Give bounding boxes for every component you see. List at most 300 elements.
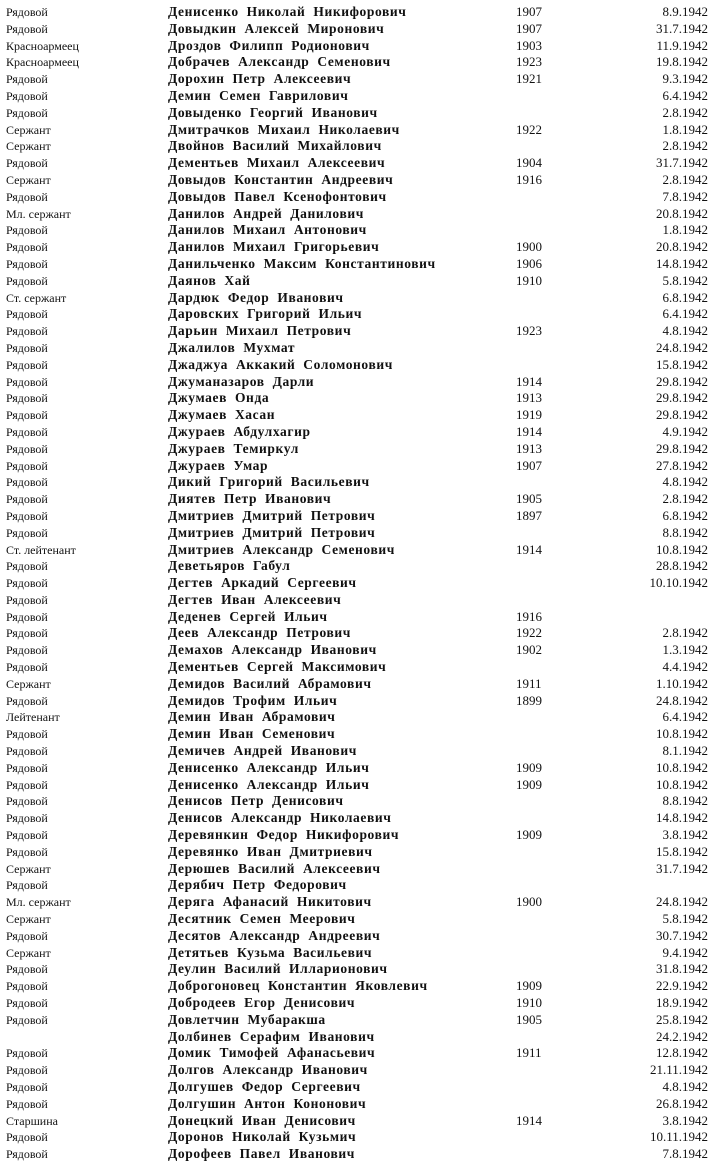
date-cell: 29.8.1942	[656, 407, 708, 423]
date-cell: 6.8.1942	[662, 289, 708, 305]
rank-cell: Рядовой	[6, 223, 48, 238]
rank-cell: Сержант	[6, 676, 51, 691]
name-cell: Джаджуа Аккакий Соломонович	[168, 356, 393, 372]
name-cell: Джалилов Мухмат	[168, 339, 296, 355]
date-cell: 4.8.1942	[662, 474, 708, 490]
table-row	[6, 38, 710, 55]
name-cell: Дерюшев Василий Алексеевич	[168, 860, 381, 876]
name-cell: Дмитриев Дмитрий Петрович	[168, 507, 376, 523]
birth-year-cell: 1909	[516, 759, 542, 775]
birth-year-cell: 1900	[516, 894, 542, 910]
name-cell: Домик Тимофей Афанасьевич	[168, 1045, 376, 1061]
date-cell: 26.8.1942	[656, 1095, 708, 1111]
table-row	[6, 793, 710, 810]
date-cell: 1.10.1942	[656, 675, 708, 691]
table-row	[6, 71, 710, 88]
date-cell: 2.8.1942	[662, 138, 708, 154]
table-row	[6, 172, 710, 189]
name-cell: Дорофеев Павел Иванович	[168, 1146, 355, 1162]
rank-cell: Рядовой	[6, 1080, 48, 1094]
rank-cell: Рядовой	[6, 424, 48, 439]
table-row	[6, 474, 710, 491]
name-cell: Джураев Абдулхагир	[168, 423, 311, 439]
table-row	[6, 760, 710, 777]
name-cell: Долгов Александр Иванович	[168, 1062, 368, 1078]
name-cell: Десятник Семен Меерович	[168, 911, 356, 927]
rank-cell: Рядовой	[6, 777, 48, 792]
rank-cell: Рядовой	[6, 240, 48, 255]
table-row	[6, 1045, 710, 1062]
table-row	[6, 1096, 710, 1113]
date-cell: 4.8.1942	[662, 323, 708, 339]
date-cell: 25.8.1942	[656, 1011, 708, 1027]
date-cell: 6.4.1942	[662, 306, 708, 322]
date-cell: 31.8.1942	[656, 961, 708, 977]
rank-cell: Рядовой	[6, 962, 48, 977]
date-cell: 6.4.1942	[662, 709, 708, 725]
rank-cell: Ст. сержант	[6, 290, 67, 305]
date-cell: 29.8.1942	[656, 440, 708, 456]
rank-cell: Мл. сержант	[6, 895, 71, 910]
name-cell: Денисенко Александр Ильич	[168, 776, 370, 792]
date-cell: 3.8.1942	[662, 1112, 708, 1128]
table-row	[6, 1129, 710, 1146]
rank-cell: Рядовой	[6, 156, 48, 171]
rank-cell: Рядовой	[6, 727, 48, 742]
rank-cell: Сержант	[6, 122, 51, 137]
date-cell: 2.8.1942	[662, 625, 708, 641]
rank-cell: Рядовой	[6, 760, 48, 775]
table-row	[6, 525, 710, 542]
rank-cell: Красноармеец	[6, 55, 79, 70]
date-cell: 10.8.1942	[656, 726, 708, 742]
birth-year-cell: 1916	[516, 608, 542, 624]
table-row	[6, 709, 710, 726]
birth-year-cell: 1923	[516, 54, 542, 70]
rank-cell: Рядовой	[6, 794, 48, 809]
table-row	[6, 357, 710, 374]
rank-cell: Рядовой	[6, 1063, 48, 1078]
rank-cell: Рядовой	[6, 592, 48, 607]
rank-cell: Рядовой	[6, 559, 48, 574]
rank-cell: Рядовой	[6, 660, 48, 675]
date-cell: 15.8.1942	[656, 356, 708, 372]
table-row	[6, 508, 710, 525]
date-cell: 20.8.1942	[656, 205, 708, 221]
table-row	[6, 374, 710, 391]
name-cell: Довыденко Георгий Иванович	[168, 104, 378, 120]
name-cell: Долгушин Антон Кононович	[168, 1095, 367, 1111]
name-cell: Детятьев Кузьма Васильевич	[168, 944, 373, 960]
birth-year-cell: 1914	[516, 541, 542, 557]
table-row	[6, 458, 710, 475]
date-cell: 6.4.1942	[662, 87, 708, 103]
name-cell: Дмитрачков Михаил Николаевич	[168, 121, 400, 137]
name-cell: Демичев Андрей Иванович	[168, 743, 357, 759]
birth-year-cell: 1914	[516, 373, 542, 389]
birth-year-cell: 1899	[516, 692, 542, 708]
name-cell: Дегтев Аркадий Сергеевич	[168, 575, 357, 591]
rank-cell: Рядовой	[6, 475, 48, 490]
name-cell: Донецкий Иван Денисович	[168, 1112, 356, 1128]
rank-cell: Рядовой	[6, 525, 48, 540]
date-cell: 10.8.1942	[656, 759, 708, 775]
rank-cell: Рядовой	[6, 324, 48, 339]
table-row	[6, 206, 710, 223]
date-cell: 31.7.1942	[656, 20, 708, 36]
table-row	[6, 390, 710, 407]
name-cell: Долбинев Серафим Иванович	[168, 1028, 375, 1044]
table-row	[6, 995, 710, 1012]
table-row	[6, 273, 710, 290]
table-row	[6, 625, 710, 642]
table-row	[6, 1029, 710, 1046]
name-cell: Джумаев Онда	[168, 390, 270, 406]
birth-year-cell: 1921	[516, 71, 542, 87]
rank-cell: Красноармеец	[6, 38, 79, 53]
name-cell: Демидов Трофим Ильич	[168, 692, 338, 708]
date-cell: 18.9.1942	[656, 995, 708, 1011]
rank-cell: Рядовой	[6, 273, 48, 288]
date-cell: 2.8.1942	[662, 491, 708, 507]
name-cell: Денисенко Александр Ильич	[168, 759, 370, 775]
rank-cell: Рядовой	[6, 340, 48, 355]
date-cell: 4.9.1942	[662, 423, 708, 439]
name-cell: Доброгоновец Константин Яковлевич	[168, 978, 428, 994]
date-cell: 10.8.1942	[656, 541, 708, 557]
rank-cell: Рядовой	[6, 1147, 48, 1162]
date-cell: 10.8.1942	[656, 776, 708, 792]
birth-year-cell: 1897	[516, 507, 542, 523]
table-row	[6, 340, 710, 357]
table-row	[6, 810, 710, 827]
rank-cell: Рядовой	[6, 693, 48, 708]
table-row	[6, 441, 710, 458]
name-cell: Долгушев Федор Сергеевич	[168, 1079, 361, 1094]
name-cell: Данилов Михаил Антонович	[168, 222, 367, 238]
name-cell: Деряга Афанасий Никитович	[168, 894, 372, 910]
date-cell: 27.8.1942	[656, 457, 708, 473]
table-row	[6, 575, 710, 592]
table-row	[6, 861, 710, 878]
rank-cell: Рядовой	[6, 105, 48, 120]
table-row	[6, 978, 710, 995]
date-cell: 30.7.1942	[656, 927, 708, 943]
name-cell: Денисов Петр Денисович	[168, 793, 344, 809]
date-cell: 4.8.1942	[662, 1079, 708, 1094]
rank-cell: Рядовой	[6, 492, 48, 507]
name-cell: Демахов Александр Иванович	[168, 642, 377, 658]
birth-year-cell: 1914	[516, 423, 542, 439]
table-row	[6, 138, 710, 155]
rank-cell: Рядовой	[6, 626, 48, 641]
rank-cell: Рядовой	[6, 1046, 48, 1061]
rank-cell: Рядовой	[6, 408, 48, 423]
birth-year-cell: 1910	[516, 995, 542, 1011]
date-cell: 15.8.1942	[656, 843, 708, 859]
date-cell: 24.8.1942	[656, 339, 708, 355]
name-cell: Дерябич Петр Федорович	[168, 877, 347, 893]
table-row	[6, 877, 710, 894]
rank-cell: Рядовой	[6, 441, 48, 456]
date-cell: 5.8.1942	[662, 911, 708, 927]
date-cell: 19.8.1942	[656, 54, 708, 70]
birth-year-cell: 1905	[516, 491, 542, 507]
date-cell: 5.8.1942	[662, 272, 708, 288]
birth-year-cell: 1914	[516, 1112, 542, 1128]
name-cell: Демидов Василий Абрамович	[168, 675, 372, 691]
date-cell: 24.2.1942	[656, 1028, 708, 1044]
table-row	[6, 911, 710, 928]
rank-cell: Рядовой	[6, 643, 48, 658]
rank-cell: Рядовой	[6, 996, 48, 1011]
date-cell: 9.4.1942	[662, 944, 708, 960]
rank-cell: Рядовой	[6, 5, 48, 19]
rank-cell: Рядовой	[6, 256, 48, 271]
birth-year-cell: 1909	[516, 827, 542, 843]
birth-year-cell: 1911	[516, 1045, 542, 1061]
date-cell: 28.8.1942	[656, 558, 708, 574]
name-cell: Дмитриев Дмитрий Петрович	[168, 524, 376, 540]
table-row	[6, 88, 710, 105]
birth-year-cell: 1907	[516, 20, 542, 36]
date-cell: 2.8.1942	[662, 171, 708, 187]
date-cell: 8.1.1942	[662, 743, 708, 759]
date-cell: 14.8.1942	[656, 255, 708, 271]
date-cell: 14.8.1942	[656, 810, 708, 826]
table-row	[6, 558, 710, 575]
date-cell: 12.8.1942	[656, 1045, 708, 1061]
date-cell: 2.8.1942	[662, 104, 708, 120]
name-cell: Дегтев Иван Алексеевич	[168, 591, 342, 607]
name-cell: Джураев Темиркул	[168, 440, 299, 456]
table-row	[6, 894, 710, 911]
date-cell: 1.8.1942	[662, 121, 708, 137]
birth-year-cell: 1919	[516, 407, 542, 423]
name-cell: Джуманазаров Дарли	[168, 373, 315, 389]
name-cell: Деветьяров Габул	[168, 558, 291, 574]
birth-year-cell: 1909	[516, 776, 542, 792]
table-row	[6, 424, 710, 441]
table-row	[6, 222, 710, 239]
rank-cell: Рядовой	[6, 979, 48, 994]
name-cell: Деревянко Иван Дмитриевич	[168, 843, 373, 859]
table-row	[6, 290, 710, 307]
table-row	[6, 609, 710, 626]
name-cell: Демин Семен Гаврилович	[168, 87, 349, 103]
table-row	[6, 542, 710, 559]
birth-year-cell: 1909	[516, 978, 542, 994]
birth-year-cell: 1907	[516, 4, 542, 19]
table-row	[6, 1012, 710, 1029]
rank-cell: Мл. сержант	[6, 206, 71, 221]
date-cell: 10.10.1942	[649, 575, 708, 591]
birth-year-cell: 1916	[516, 171, 542, 187]
birth-year-cell: 1922	[516, 625, 542, 641]
rank-cell: Рядовой	[6, 1012, 48, 1027]
birth-year-cell: 1907	[516, 457, 542, 473]
birth-year-cell: 1900	[516, 239, 542, 255]
table-row	[6, 827, 710, 844]
rank-cell: Рядовой	[6, 576, 48, 591]
name-cell: Деулин Василий Илларионович	[168, 961, 388, 977]
rank-cell: Сержант	[6, 912, 51, 927]
name-cell: Демин Иван Семенович	[168, 726, 336, 742]
table-row	[6, 945, 710, 962]
birth-year-cell: 1904	[516, 155, 542, 171]
name-cell: Деденев Сергей Ильич	[168, 608, 328, 624]
birth-year-cell: 1922	[516, 121, 542, 137]
rank-cell: Рядовой	[6, 844, 48, 859]
table-row	[6, 491, 710, 508]
casualty-roster	[6, 4, 710, 1163]
birth-year-cell: 1905	[516, 1011, 542, 1027]
name-cell: Дементьев Сергей Максимович	[168, 659, 387, 675]
name-cell: Деев Александр Петрович	[168, 625, 351, 641]
rank-cell: Старшина	[6, 1113, 58, 1128]
name-cell: Довлетчин Мубаракша	[168, 1011, 326, 1027]
table-row	[6, 693, 710, 710]
table-row	[6, 777, 710, 794]
name-cell: Демин Иван Абрамович	[168, 709, 336, 725]
rank-cell: Сержант	[6, 139, 51, 154]
rank-cell: Рядовой	[6, 811, 48, 826]
name-cell: Добрачев Александр Семенович	[168, 54, 391, 70]
name-cell: Дарьин Михаил Петрович	[168, 323, 352, 339]
rank-cell: Сержант	[6, 861, 51, 876]
birth-year-cell: 1913	[516, 440, 542, 456]
table-row	[6, 239, 710, 256]
date-cell: 29.8.1942	[656, 390, 708, 406]
rank-cell: Ст. лейтенант	[6, 542, 76, 557]
rank-cell: Сержант	[6, 172, 51, 187]
date-cell: 24.8.1942	[656, 692, 708, 708]
date-cell: 8.8.1942	[662, 793, 708, 809]
date-cell: 31.7.1942	[656, 155, 708, 171]
date-cell: 22.9.1942	[656, 978, 708, 994]
birth-year-cell: 1911	[516, 675, 542, 691]
rank-cell: Рядовой	[6, 1096, 48, 1111]
rank-cell: Рядовой	[6, 1130, 48, 1145]
date-cell: 6.8.1942	[662, 507, 708, 523]
table-row	[6, 1079, 710, 1096]
table-row	[6, 592, 710, 609]
date-cell: 7.8.1942	[662, 188, 708, 204]
birth-year-cell: 1913	[516, 390, 542, 406]
table-row	[6, 189, 710, 206]
rank-cell: Рядовой	[6, 828, 48, 843]
table-row	[6, 306, 710, 323]
name-cell: Денисенко Николай Никифорович	[168, 4, 407, 19]
name-cell: Даянов Хай	[168, 272, 251, 288]
table-row	[6, 21, 710, 38]
name-cell: Деревянкин Федор Никифорович	[168, 827, 400, 843]
date-cell: 8.9.1942	[662, 4, 708, 19]
date-cell: 24.8.1942	[656, 894, 708, 910]
date-cell: 4.4.1942	[662, 659, 708, 675]
name-cell: Дорохин Петр Алексеевич	[168, 71, 352, 87]
date-cell: 21.11.1942	[649, 1062, 708, 1078]
rank-cell: Рядовой	[6, 508, 48, 523]
name-cell: Данилов Михаил Григорьевич	[168, 239, 380, 255]
rank-cell: Рядовой	[6, 88, 48, 103]
date-cell: 11.9.1942	[656, 37, 708, 53]
name-cell: Довыдов Павел Ксенофонтович	[168, 188, 387, 204]
name-cell: Денисов Александр Николаевич	[168, 810, 392, 826]
name-cell: Добродеев Егор Денисович	[168, 995, 356, 1011]
rank-cell: Рядовой	[6, 878, 48, 893]
rank-cell: Рядовой	[6, 928, 48, 943]
table-row	[6, 155, 710, 172]
name-cell: Довыдкин Алексей Миронович	[168, 20, 385, 36]
date-cell: 1.8.1942	[662, 222, 708, 238]
rank-cell: Рядовой	[6, 744, 48, 759]
date-cell: 9.3.1942	[662, 71, 708, 87]
rank-cell: Рядовой	[6, 189, 48, 204]
table-row	[6, 844, 710, 861]
table-row	[6, 743, 710, 760]
table-row	[6, 1146, 710, 1163]
date-cell: 7.8.1942	[662, 1146, 708, 1162]
date-cell: 3.8.1942	[662, 827, 708, 843]
name-cell: Даровских Григорий Ильич	[168, 306, 363, 322]
name-cell: Диятев Петр Иванович	[168, 491, 332, 507]
table-row	[6, 105, 710, 122]
name-cell: Дементьев Михаил Алексеевич	[168, 155, 386, 171]
date-cell: 29.8.1942	[656, 373, 708, 389]
table-row	[6, 726, 710, 743]
birth-year-cell: 1910	[516, 272, 542, 288]
name-cell: Данилов Андрей Данилович	[168, 205, 364, 221]
name-cell: Джумаев Хасан	[168, 407, 276, 423]
name-cell: Дроздов Филипп Родионович	[168, 37, 370, 53]
table-row	[6, 1062, 710, 1079]
birth-year-cell: 1902	[516, 642, 542, 658]
table-row	[6, 928, 710, 945]
rank-cell: Рядовой	[6, 609, 48, 624]
name-cell: Доронов Николай Кузьмич	[168, 1129, 357, 1145]
rank-cell: Рядовой	[6, 357, 48, 372]
table-row	[6, 323, 710, 340]
table-row	[6, 642, 710, 659]
rank-cell: Лейтенант	[6, 710, 60, 725]
name-cell: Двойнов Василий Михайлович	[168, 138, 382, 154]
table-row	[6, 122, 710, 139]
table-row	[6, 4, 710, 21]
name-cell: Джураев Умар	[168, 457, 269, 473]
name-cell: Дмитриев Александр Семенович	[168, 541, 395, 557]
birth-year-cell: 1906	[516, 255, 542, 271]
name-cell: Довыдов Константин Андреевич	[168, 171, 394, 187]
rank-cell: Рядовой	[6, 458, 48, 473]
birth-year-cell: 1903	[516, 37, 542, 53]
table-row	[6, 676, 710, 693]
rank-cell: Рядовой	[6, 374, 48, 389]
name-cell: Десятов Александр Андреевич	[168, 927, 381, 943]
rank-cell: Сержант	[6, 945, 51, 960]
rank-cell: Рядовой	[6, 391, 48, 406]
date-cell: 1.3.1942	[662, 642, 708, 658]
rank-cell: Рядовой	[6, 307, 48, 322]
table-row	[6, 1113, 710, 1130]
birth-year-cell: 1923	[516, 323, 542, 339]
name-cell: Дикий Григорий Васильевич	[168, 474, 370, 490]
date-cell: 20.8.1942	[656, 239, 708, 255]
table-row	[6, 54, 710, 71]
name-cell: Данильченко Максим Константинович	[168, 255, 436, 271]
table-row	[6, 961, 710, 978]
table-row	[6, 659, 710, 676]
